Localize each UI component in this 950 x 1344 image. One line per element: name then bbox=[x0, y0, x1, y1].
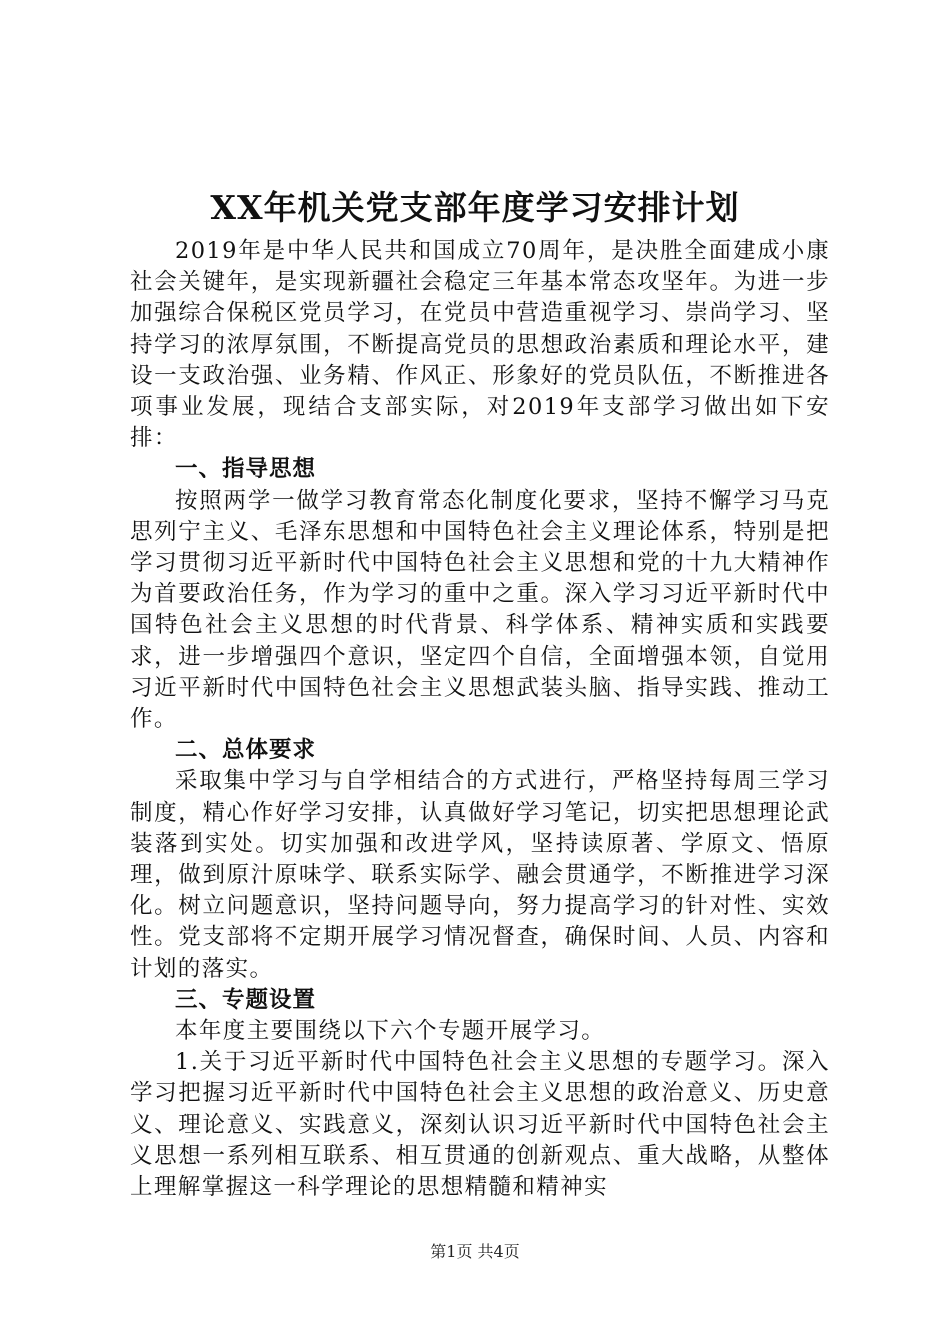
section-heading-guiding-thought: 一、指导思想 bbox=[175, 456, 317, 483]
section-heading-topics: 三、专题设置 bbox=[175, 986, 317, 1013]
section-paragraph-general-requirements: 采取集中学习与自学相结合的方式进行，严格坚持每周三学习制度，精心作好学习安排，认真做好学习笔记，切实把思想理论武装落到实处。切实加强和改进学风，坚持读原著、学原文、悟原理，做到原汁原味学、联系实际学、融会贯通学，不断推进学习深化。树立问题意识，坚持问题导向，努力提高学习的针对性、实效性。党支部将不定期开展学习情况督查，确保时间、人员、内容和计划的落实。 bbox=[130, 768, 830, 982]
document-title: XX年机关党支部年度学习安排计划 bbox=[210, 188, 740, 227]
section-paragraph-topics-intro: 本年度主要围绕以下六个专题开展学习。 bbox=[175, 1018, 606, 1045]
page-number-footer: 第1页 共4页 bbox=[430, 1242, 520, 1261]
section-paragraph-topic-1: 1.关于习近平新时代中国特色社会主义思想的专题学习。深入学习把握习近平新时代中国特色社会主义思想的政治意义、历史意义、理论意义、实践意义，深刻认识习近平新时代中国特色社会主义思想一系列相互联系、相互贯通的创新观点、重大战略，从整体上理解掌握这一科学理论的思想精髓和精神实 bbox=[130, 1049, 830, 1201]
document-body bbox=[130, 236, 830, 1203]
section-paragraph-guiding-thought: 按照两学一做学习教育常态化制度化要求，坚持不懈学习马克思列宁主义、毛泽东思想和中国特色社会主义理论体系，特别是把学习贯彻习近平新时代中国特色社会主义思想和党的十九大精神作为首要政治任务，作为学习的重中之重。深入学习习近平新时代中国特色社会主义思想的时代背景、科学体系、精神实质和实践要求，进一步增强四个意识，坚定四个自信，全面增强本领，自觉用习近平新时代中国特色社会主义思想武装头脑、指导实践、推动工作。 bbox=[130, 487, 830, 733]
intro-paragraph: 2019年是中华人民共和国成立70周年，是决胜全面建成小康社会关键年，是实现新疆社会稳定三年基本常态攻坚年。为进一步加强综合保税区党员学习，在党员中营造重视学习、崇尚学习、坚持学习的浓厚氛围，不断提高党员的思想政治素质和理论水平，建设一支政治强、业务精、作风正、形象好的党员队伍，不断推进各项事业发展，现结合支部实际，对2019年支部学习做出如下安排： bbox=[130, 238, 830, 452]
section-heading-general-requirements: 二、总体要求 bbox=[175, 737, 317, 764]
